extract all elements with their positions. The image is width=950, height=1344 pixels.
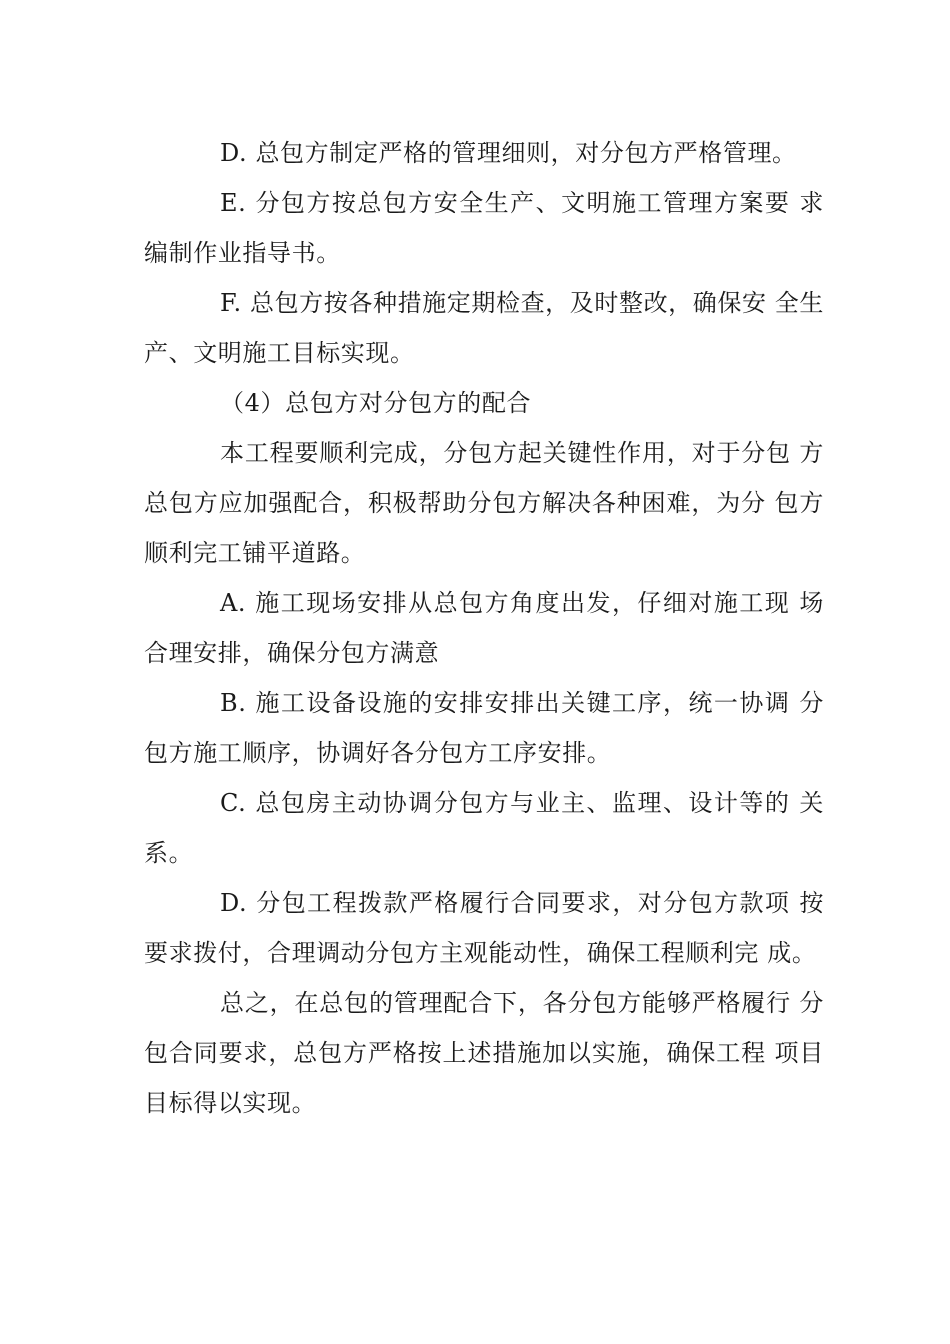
paragraph-d-payment: D. 分包工程拨款严格履行合同要求，对分包方款项 按要求拨付，合理调动分包方主观能动性，确保工程顺利完 成。 [144,889,824,967]
paragraph-f-periodic-inspection: F. 总包方按各种措施定期检查，及时整改，确保安 全生产、文明施工目标实现。 [144,289,824,367]
paragraph-intro-coordination: 本工程要顺利完成，分包方起关键性作用，对于分包 方总包方应加强配合，积极帮助分包方解决各种困难，为分 包方顺利完工铺平道路。 [144,439,824,567]
paragraph-a-site-arrangement: A. 施工现场安排从总包方角度出发，仔细对施工现 场合理安排，确保分包方满意 [144,589,824,667]
paragraph-b-equipment-arrangement: B. 施工设备设施的安排安排出关键工序，统一协调 分包方施工顺序，协调好各分包方工序安排。 [144,689,824,767]
paragraph-e-work-instructions: E. 分包方按总包方安全生产、文明施工管理方案要 求编制作业指导书。 [144,189,824,267]
paragraph-c-relationship-coordination: C. 总包房主动协调分包方与业主、监理、设计等的 关系。 [144,789,824,867]
paragraph-d-management-rules: D. 总包方制定严格的管理细则，对分包方严格管理。 [220,139,797,167]
section-heading-coordination: （4）总包方对分包方的配合 [220,389,532,417]
paragraph-conclusion: 总之，在总包的管理配合下，各分包方能够严格履行 分包合同要求，总包方严格按上述措施加以实施，确保工程 项目目标得以实现。 [144,989,824,1117]
document-body [144,128,824,1128]
